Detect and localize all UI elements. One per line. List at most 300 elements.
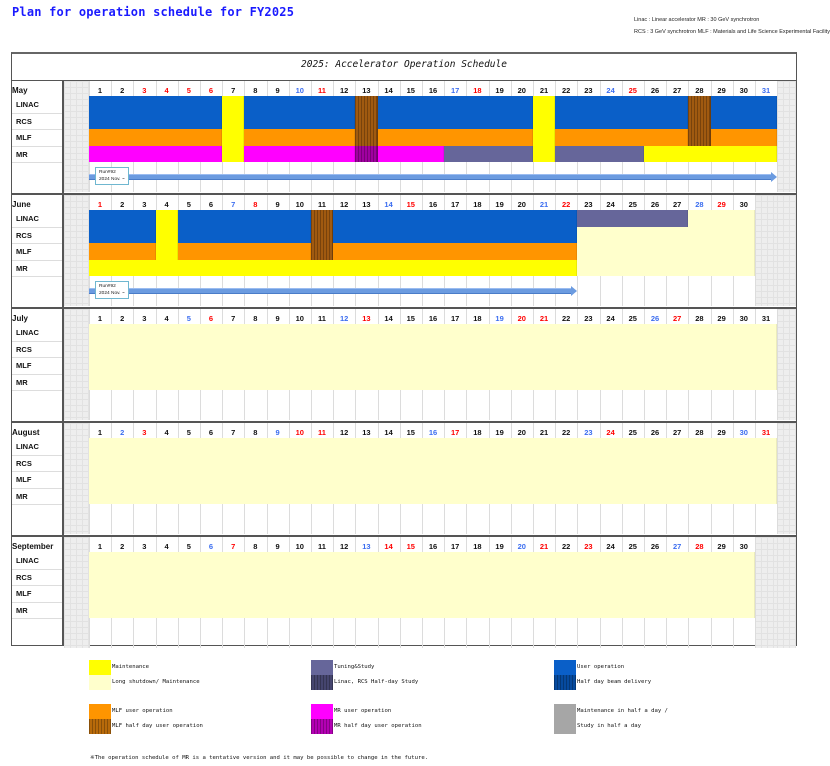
schedule-bar-mlf-user-operation	[244, 129, 355, 146]
day-number: 3	[142, 314, 147, 323]
day-number: 2	[120, 86, 125, 95]
day-number: 10	[295, 542, 304, 551]
schedule-bar-mlf-half-day	[355, 129, 377, 146]
day-number: 11	[318, 86, 326, 95]
day-number: 4	[164, 86, 169, 95]
day-number: 21	[539, 542, 549, 551]
day-number: 30	[739, 542, 748, 551]
schedule-bar-mr-half-day	[355, 146, 377, 163]
day-number: 2	[120, 200, 125, 209]
day-number: 22	[562, 428, 571, 437]
day-number: 3	[142, 200, 147, 209]
month-separator	[12, 421, 796, 423]
schedule-bar-long-shutdown	[89, 324, 777, 341]
run-arrow	[89, 288, 571, 294]
day-number: 21	[539, 200, 549, 209]
day-number: 7	[231, 314, 236, 323]
legend-swatch-half-day-beam	[554, 675, 576, 690]
day-number: 29	[717, 428, 726, 437]
day-number: 29	[717, 200, 726, 209]
day-number: 25	[628, 200, 637, 209]
row-divider	[12, 113, 63, 114]
row-divider	[12, 260, 63, 261]
day-number: 2	[120, 314, 125, 323]
schedule-title: 2025: Accelerator Operation Schedule	[301, 59, 507, 70]
day-number: 12	[340, 314, 349, 323]
grid-line	[755, 195, 756, 306]
row-label-linac: LINAC	[16, 100, 39, 109]
schedule-bar-mr-user-operation	[89, 146, 222, 163]
day-number: 22	[562, 314, 571, 323]
row-label-mr: MR	[16, 263, 28, 273]
schedule-bar-user-operation	[89, 227, 156, 244]
unused-day-column	[755, 537, 777, 648]
schedule-bar-long-shutdown	[89, 569, 755, 586]
schedule-bar-tuning-study	[577, 210, 688, 227]
day-number: 17	[451, 428, 460, 437]
day-number: 16	[428, 428, 438, 437]
day-number: 5	[186, 542, 191, 551]
month-section-june	[12, 194, 796, 306]
row-label-mlf: MLF	[16, 133, 32, 142]
schedule-bar-user-operation	[89, 96, 222, 113]
legend-swatch-mlf-user-operation	[89, 704, 111, 719]
day-number: 2	[120, 542, 125, 551]
day-number: 1	[97, 542, 103, 551]
day-number: 28	[695, 428, 704, 437]
schedule-bar-user-operation	[244, 113, 355, 130]
unused-day-column	[755, 195, 777, 306]
schedule-bar-user-operation	[711, 96, 778, 113]
legend-label-mr-user-operation: MR user operation	[334, 708, 392, 714]
legend-swatch-half-day-study	[311, 675, 333, 690]
schedule-bar-long-shutdown	[89, 374, 777, 391]
spacer-column-left	[64, 195, 89, 306]
day-number: 13	[362, 542, 371, 551]
legend-label-half-day-study-2: Study in half a day	[577, 723, 641, 729]
row-divider	[12, 585, 63, 586]
schedule-title-row	[12, 53, 796, 81]
day-number: 18	[473, 314, 482, 323]
month-name: July	[12, 314, 29, 323]
row-label-mlf: MLF	[16, 247, 32, 256]
row-divider	[12, 227, 63, 228]
legend-label-half-day-beam: Half day beam delivery	[577, 679, 652, 685]
label-column-divider	[62, 80, 64, 646]
schedule-bar-long-shutdown	[89, 488, 777, 505]
row-divider	[12, 618, 63, 619]
schedule-bar-half-day-beam-delivery	[688, 113, 710, 130]
schedule-bar-user-operation	[178, 210, 311, 227]
day-number: 5	[186, 314, 191, 323]
row-label-mr: MR	[16, 491, 28, 501]
schedule-bar-maintenance	[222, 129, 244, 146]
row-divider	[12, 129, 63, 130]
day-number: 23	[584, 542, 593, 551]
schedule-bar-long-shutdown	[89, 438, 777, 455]
schedule-bar-half-day-beam-delivery	[355, 96, 377, 113]
legend-label-mlf-user-operation: MLF user operation	[112, 708, 173, 714]
row-divider	[12, 374, 63, 375]
day-number: 16	[428, 200, 438, 209]
day-number: 23	[584, 428, 593, 437]
row-label-mlf: MLF	[16, 589, 32, 598]
day-number: 26	[650, 314, 660, 323]
abbreviation-line-1: Linac : Linear accelerator MR : 30 GeV synchrotron	[634, 17, 760, 23]
schedule-bar-mr-user-operation	[244, 146, 355, 163]
schedule-bar-user-operation	[178, 227, 311, 244]
day-number: 8	[253, 428, 258, 437]
day-number: 25	[628, 314, 637, 323]
schedule-bar-user-operation	[378, 113, 533, 130]
row-label-rcs: RCS	[16, 344, 32, 354]
day-number: 9	[275, 542, 280, 551]
day-number: 19	[495, 86, 504, 95]
grid-line	[755, 537, 756, 648]
row-divider	[12, 488, 63, 489]
schedule-bar-user-operation	[555, 113, 688, 130]
schedule-bar-half-day-beam-delivery	[688, 96, 710, 113]
day-number: 7	[231, 200, 236, 209]
legend-label-half-day-study: Linac, RCS Half-day Study	[334, 679, 419, 685]
day-number: 30	[739, 200, 748, 209]
schedule-bar-mlf-half-day	[311, 243, 333, 260]
day-number: 22	[562, 86, 571, 95]
day-number: 11	[318, 428, 326, 437]
day-number: 8	[253, 86, 258, 95]
day-number: 31	[761, 314, 771, 323]
day-number: 15	[406, 542, 415, 551]
schedule-bar-long-shutdown	[89, 357, 777, 374]
month-name: September	[12, 542, 54, 551]
grid-line	[777, 81, 778, 192]
row-label-linac: LINAC	[16, 214, 39, 223]
day-number: 10	[295, 314, 304, 323]
legend-label-mlf-half-day: MLF half day user operation	[112, 723, 203, 729]
schedule-bar-tuning-study	[555, 146, 644, 163]
month-section-july	[12, 308, 796, 420]
day-number: 25	[628, 542, 637, 551]
day-number: 1	[97, 314, 103, 323]
day-number: 11	[318, 542, 326, 551]
day-number: 6	[208, 542, 214, 551]
month-section-may	[12, 80, 796, 192]
row-label-linac: LINAC	[16, 442, 39, 451]
legend-label-half-day-maintenance: Maintenance in half a day /	[577, 708, 668, 714]
schedule-bar-maintenance	[222, 146, 244, 163]
run-label-start: 2024 Nov. ~	[99, 291, 125, 296]
day-number: 12	[340, 200, 349, 209]
schedule-bar-user-operation	[333, 227, 577, 244]
row-label-rcs: RCS	[16, 572, 32, 582]
day-number: 18	[473, 542, 482, 551]
row-label-linac: LINAC	[16, 556, 39, 565]
day-number: 16	[428, 314, 438, 323]
spacer-column-right	[777, 309, 796, 420]
spacer-column-left	[64, 309, 89, 420]
day-number: 14	[384, 542, 393, 551]
day-number: 14	[384, 200, 393, 209]
spacer-column-right	[777, 81, 796, 192]
day-number: 28	[695, 542, 704, 551]
row-label-linac: LINAC	[16, 328, 39, 337]
spacer-column-left	[64, 537, 89, 648]
day-number: 15	[406, 428, 415, 437]
day-number: 12	[340, 428, 349, 437]
day-number: 27	[673, 200, 682, 209]
day-number: 24	[606, 86, 615, 95]
schedule-bar-maintenance	[644, 146, 777, 163]
schedule-bar-mlf-user-operation	[555, 129, 688, 146]
schedule-bar-maintenance	[89, 260, 577, 277]
day-number: 13	[362, 200, 371, 209]
day-number: 21	[539, 86, 549, 95]
day-number: 1	[97, 86, 103, 95]
day-number: 4	[164, 200, 169, 209]
row-divider	[12, 357, 63, 358]
schedule-bar-long-shutdown	[89, 585, 755, 602]
day-number: 15	[406, 200, 415, 209]
day-number: 13	[362, 428, 371, 437]
schedule-bar-maintenance	[533, 129, 555, 146]
schedule-bar-long-shutdown	[688, 210, 755, 227]
day-number: 18	[473, 428, 482, 437]
day-number: 10	[295, 200, 304, 209]
row-label-rcs: RCS	[16, 230, 32, 240]
day-number: 15	[406, 314, 415, 323]
day-number: 19	[495, 542, 504, 551]
day-number: 24	[606, 314, 615, 323]
row-label-rcs: RCS	[16, 458, 32, 468]
run-label-start: 2024 Nov. ~	[99, 177, 125, 182]
day-number: 29	[717, 542, 726, 551]
day-number: 7	[231, 428, 236, 437]
day-number: 24	[606, 542, 615, 551]
legend-swatch-tuning-study	[311, 660, 333, 675]
schedule-bar-maintenance	[156, 243, 178, 260]
schedule-bar-long-shutdown	[577, 243, 755, 260]
spacer-column-left	[64, 423, 89, 534]
day-number: 27	[673, 428, 682, 437]
schedule-bar-long-shutdown	[89, 552, 755, 569]
schedule-bar-maintenance	[156, 210, 178, 227]
legend-label-long-shutdown: Long shutdown/ Maintenance	[112, 679, 200, 685]
day-number: 8	[253, 314, 258, 323]
day-number: 30	[739, 428, 748, 437]
day-number: 5	[186, 428, 191, 437]
month-separator	[12, 307, 796, 309]
day-number: 26	[650, 200, 660, 209]
row-divider	[12, 146, 63, 147]
row-divider	[12, 602, 63, 603]
schedule-bar-long-shutdown	[89, 341, 777, 358]
schedule-bar-maintenance	[222, 96, 244, 113]
schedule-bar-long-shutdown	[577, 227, 755, 244]
row-divider	[12, 471, 63, 472]
schedule-bar-maintenance	[156, 227, 178, 244]
schedule-bar-half-day-beam-delivery	[311, 227, 333, 244]
schedule-bar-mlf-user-operation	[711, 129, 778, 146]
row-label-mlf: MLF	[16, 475, 32, 484]
day-number: 5	[186, 200, 191, 209]
day-number: 10	[295, 428, 304, 437]
day-number: 6	[208, 86, 214, 95]
month-section-august	[12, 422, 796, 534]
day-number: 8	[253, 200, 258, 209]
day-number: 11	[318, 314, 326, 323]
day-number: 20	[517, 428, 526, 437]
schedule-bar-half-day-beam-delivery	[311, 210, 333, 227]
day-number: 20	[517, 200, 526, 209]
day-number: 3	[142, 428, 147, 437]
grid-line	[777, 423, 778, 534]
legend-swatch-mr-user-operation	[311, 704, 333, 719]
run-label-number: Run#92	[99, 170, 116, 175]
legend-swatch-user-operation	[554, 660, 576, 675]
day-number: 20	[517, 86, 526, 95]
spacer-column-left	[64, 81, 89, 192]
legend-label-user-operation: User operation	[577, 664, 625, 670]
run-label-number: Run#92	[99, 284, 116, 289]
day-number: 30	[739, 314, 748, 323]
day-number: 17	[451, 86, 460, 95]
schedule-bar-user-operation	[89, 210, 156, 227]
day-number: 3	[142, 542, 147, 551]
grid-line	[777, 309, 778, 420]
schedule-bar-mlf-user-operation	[89, 243, 156, 260]
schedule-bar-maintenance	[222, 113, 244, 130]
month-section-september	[12, 536, 796, 648]
day-number: 12	[340, 542, 349, 551]
schedule-bar-long-shutdown	[89, 602, 755, 619]
day-number: 9	[275, 86, 280, 95]
day-number: 18	[473, 200, 482, 209]
schedule-bar-mr-user-operation	[378, 146, 445, 163]
schedule-bar-user-operation	[244, 96, 355, 113]
day-number: 25	[628, 428, 637, 437]
day-number: 9	[275, 428, 280, 437]
schedule-bar-long-shutdown	[577, 260, 755, 277]
month-separator	[12, 193, 796, 195]
legend-swatch-long-shutdown	[89, 675, 111, 690]
month-separator	[12, 535, 796, 537]
abbreviation-line-2: RCS : 3 GeV synchrotron MLF : Materials and Life Science Experimental Facility	[634, 29, 830, 35]
spacer-column-right	[777, 423, 796, 534]
day-number: 10	[295, 86, 304, 95]
day-number: 23	[584, 86, 593, 95]
schedule-bar-maintenance	[533, 113, 555, 130]
day-number: 7	[231, 86, 236, 95]
day-number: 12	[340, 86, 349, 95]
legend-swatch-mr-half-day	[311, 719, 333, 734]
legend-label-mr-half-day: MR half day user operation	[334, 723, 422, 729]
row-divider	[12, 390, 63, 391]
day-number: 17	[451, 200, 460, 209]
row-divider	[12, 243, 63, 244]
day-number: 26	[650, 428, 660, 437]
schedule-bar-user-operation	[89, 113, 222, 130]
day-number: 14	[384, 314, 393, 323]
schedule-bar-mlf-user-operation	[333, 243, 577, 260]
day-number: 24	[606, 200, 615, 209]
day-number: 26	[650, 542, 660, 551]
row-divider	[12, 162, 63, 163]
day-number: 30	[739, 86, 748, 95]
day-number: 17	[451, 314, 460, 323]
schedule-bar-long-shutdown	[89, 455, 777, 472]
day-number: 1	[97, 428, 103, 437]
schedule-bar-mlf-half-day	[688, 129, 710, 146]
row-divider	[12, 569, 63, 570]
legend-label-tuning-study: Tuning&Study	[334, 664, 375, 670]
schedule-bar-maintenance	[533, 146, 555, 163]
day-number: 9	[275, 314, 280, 323]
month-name: May	[12, 86, 28, 95]
day-number: 13	[362, 86, 371, 95]
schedule-bar-user-operation	[555, 96, 688, 113]
day-number: 15	[406, 86, 415, 95]
day-number: 19	[495, 200, 504, 209]
day-number: 29	[717, 314, 726, 323]
day-number: 16	[428, 542, 438, 551]
day-number: 14	[384, 86, 393, 95]
day-number: 28	[695, 200, 704, 209]
day-number: 31	[761, 428, 771, 437]
row-label-mr: MR	[16, 377, 28, 387]
day-number: 31	[761, 86, 771, 95]
day-number: 16	[428, 86, 438, 95]
day-number: 18	[473, 86, 482, 95]
day-number: 25	[628, 86, 637, 95]
day-number: 6	[208, 314, 214, 323]
day-number: 27	[673, 314, 682, 323]
row-label-mlf: MLF	[16, 361, 32, 370]
schedule-bar-half-day-beam-delivery	[355, 113, 377, 130]
row-divider	[12, 276, 63, 277]
row-divider	[12, 455, 63, 456]
day-number: 19	[495, 314, 504, 323]
run-label-box	[95, 167, 129, 185]
day-number: 21	[539, 428, 549, 437]
day-number: 28	[695, 86, 704, 95]
day-number: 23	[584, 314, 593, 323]
day-number: 21	[539, 314, 549, 323]
month-name: June	[12, 200, 31, 209]
schedule-bar-maintenance	[533, 96, 555, 113]
day-number: 4	[164, 542, 169, 551]
day-number: 1	[97, 200, 103, 209]
spacer-column-right	[777, 195, 796, 306]
row-label-mr: MR	[16, 605, 28, 615]
day-number: 5	[186, 86, 191, 95]
schedule-bar-user-operation	[378, 96, 533, 113]
schedule-bar-long-shutdown	[89, 471, 777, 488]
spacer-column-right	[777, 537, 796, 648]
day-number: 14	[384, 428, 393, 437]
schedule-bar-user-operation	[711, 113, 778, 130]
day-number: 23	[584, 200, 593, 209]
day-number: 13	[362, 314, 371, 323]
day-number: 22	[562, 200, 571, 209]
row-divider	[12, 504, 63, 505]
day-number: 26	[650, 86, 660, 95]
day-number: 27	[673, 542, 682, 551]
day-number: 20	[517, 542, 526, 551]
day-number: 9	[275, 200, 280, 209]
schedule-bar-mlf-user-operation	[89, 129, 222, 146]
day-number: 24	[606, 428, 615, 437]
day-number: 6	[208, 200, 214, 209]
